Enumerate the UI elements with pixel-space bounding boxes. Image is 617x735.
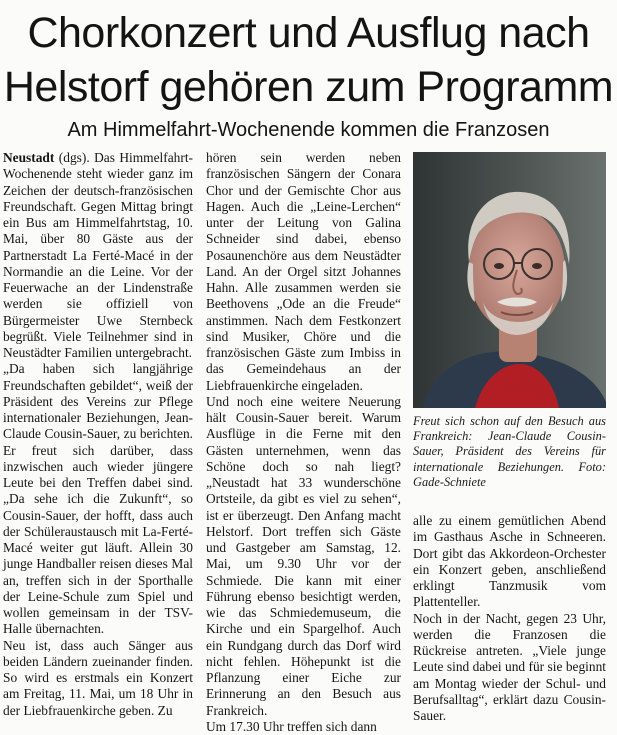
caption-text: Freut sich schon auf den Besuch aus Frankreich: Jean-Claude Cousin-Sauer, Präsident des Vereins für internationale Beziehungen. bbox=[413, 414, 606, 474]
portrait-illustration bbox=[413, 152, 606, 408]
photo-credit: Foto: Gade-Schniete bbox=[413, 459, 606, 489]
article-paragraph: hören sein werden neben französischen Sängern der Conara Chor und der Gemischte Chor aus Hagen. Auch die „Leine-Lerchen“ unter der Leitung von Galina Schneider sind dabei, ebenso Posaunenchöre aus dem Neustädter Land. An der Orgel sitzt Johannes Hahn. Alle zusammen werden sie Beethovens „Ode an die Freude“ anstimmen. Nach dem Festkonzert sind Musiker, Chöre und die französischen Gäste zum Imbiss in das Gemeindehaus an der Liebfrauenkirche eingeladen. bbox=[206, 150, 401, 393]
article-column-2 bbox=[206, 150, 401, 735]
paragraph-text: (dgs). Das Himmelfahrt-Wochenende steht wieder ganz im Zeichen der deutsch-französischen Freundschaft. Gegen Mittag bringt ein Bus am Himmelfahrtstag, 10. Mai, über 80 Gäste aus der Partnerstadt La Ferté-Macé in der Normandie an die Leine. Vor der Feuerwache an der Lindenstraße werden sie offiziell von Bürgermeister Uwe Sternbeck begrüßt. Viele Teilnehmer sind in Neustädter Familien untergebracht. bbox=[3, 150, 193, 360]
subheadline: Am Himmelfahrt-Wochenende kommen die Franzosen bbox=[67, 119, 550, 141]
lead-place: Neustadt bbox=[3, 150, 55, 165]
photo-caption bbox=[413, 414, 606, 490]
headline-line-2: Helstorf gehören zum Programm bbox=[3, 63, 614, 111]
article-paragraph: Neu ist, dass auch Sänger aus beiden Ländern zueinander finden. So wird es erstmals ein Konzert am Freitag, 11. Mai, um 18 Uhr in der Liebfrauenkirche geben. Zu bbox=[3, 637, 193, 718]
article-paragraph: Noch in der Nacht, gegen 23 Uhr, werden die Franzosen die Rückreise antreten. „Viele junge Leute sind dabei und für sie beginnt am Montag wieder der Schul- und Berufsalltag“, erklärt dazu Cousin-Sauer. bbox=[413, 610, 606, 723]
headline-line-1: Chorkonzert und Ausflug nach bbox=[27, 9, 590, 57]
article-paragraph: alle zu einem gemütlichen Abend im Gasthaus Asche in Schneeren. Dort gibt das Akkordeon-Orchester ein Konzert geben, anschließend erklingt Tanzmusik vom Plattenteller. bbox=[413, 513, 606, 610]
article-paragraph: „Da haben sich langjährige Freundschaften gebildet“, weiß der Präsident des Vereins zur Pflege internationaler Beziehungen, Jean-Claude Cousin-Sauer, zu berichten. Er freut sich darüber, dass inzwischen auch wieder jüngere Leute bei den Treffen dabei sind. „Da sehe ich die Zukunft“, so Cousin-Sauer, der hofft, dass auch der Schüleraustausch mit La-Ferté-Macé weiter gut läuft. Allein 30 junge Handballer reisen dieses Mal an, treffen sich in der Sporthalle der Leine-Schule zum Spiel und wollen gemeinsam in der TSV-Halle übernachten. bbox=[3, 361, 193, 637]
article-paragraph: Um 17.30 Uhr treffen sich dann bbox=[206, 718, 377, 734]
article-column-3 bbox=[413, 513, 606, 724]
article-paragraph: Und noch eine weitere Neuerung hält Cousin-Sauer bereit. Warum Ausflüge in die Ferne mit den Gästen unternehmen, wenn das Schöne doch so nah liegt? „Neustadt hat 33 wunderschöne Ortsteile, da gibt es viel zu sehen“, ist er überzeugt. Den Anfang macht Helstorf. Dort treffen sich Gäste und Gastgeber am Samstag, 12. Mai, um 9.30 Uhr vor der Schmiede. Die kann mit einer Führung ebenso besichtigt werden, wie das Schmiedemuseum, die Kirche und ein Spargelhof. Auch ein Rundgang durch das Dorf wird nicht fehlen. Höhepunkt ist die Pflanzung einer Eiche zur Erinnerung an den Besuch aus Frankreich. bbox=[206, 393, 401, 718]
article-column-1 bbox=[3, 150, 193, 719]
article-paragraph bbox=[3, 150, 193, 361]
portrait-photo bbox=[413, 152, 606, 408]
